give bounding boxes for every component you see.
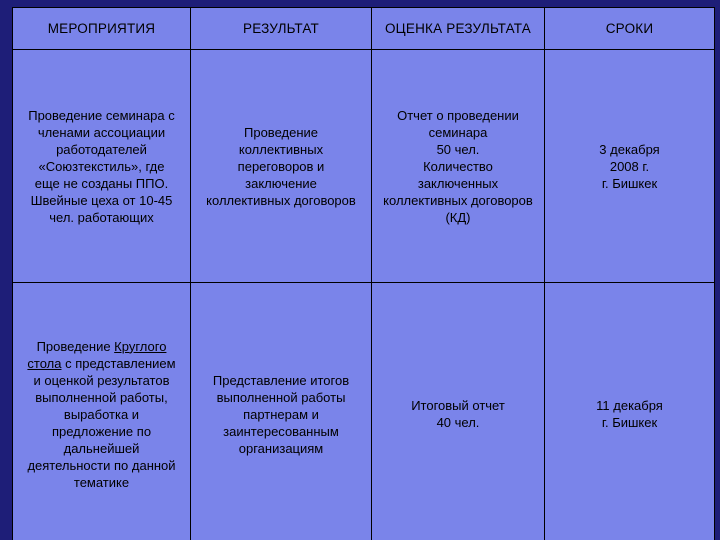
- header-events: МЕРОПРИЯТИЯ: [13, 8, 191, 50]
- date-text: 3 декабря 2008 г. г. Бишкек: [599, 141, 660, 191]
- round-table-underlined: Круглого стола: [27, 338, 167, 371]
- evaluation-text: Итоговый отчет 40 чел.: [411, 398, 505, 430]
- event-cell: [13, 283, 191, 540]
- result-cell: [191, 283, 372, 540]
- event-text-prefix: Проведение: [36, 338, 115, 354]
- result-cell: [191, 50, 372, 283]
- events-table: [12, 7, 715, 540]
- date-cell: [545, 50, 715, 283]
- table-header-row: [13, 8, 715, 50]
- evaluation-text: Отчет о проведении семинара 50 чел. Количество заключенных коллективных договоров (КД): [383, 107, 533, 225]
- table-row: [13, 283, 715, 540]
- evaluation-cell: [372, 50, 545, 283]
- event-text: [19, 338, 184, 491]
- evaluation-cell: [372, 283, 545, 540]
- result-text: Представление итогов выполненной работы партнерам и заинтересованным организациям: [212, 372, 350, 456]
- header-result: РЕЗУЛЬТАТ: [191, 8, 372, 50]
- table-row: [13, 50, 715, 283]
- event-text-suffix: с представлением и оценкой результатов выполненной работы, выработка и предложение по дальнейшей деятельности по данной тематике: [27, 355, 176, 490]
- event-cell: [13, 50, 191, 283]
- date-text: 11 декабря г. Бишкек: [596, 398, 663, 430]
- header-evaluation: ОЦЕНКА РЕЗУЛЬТАТА: [372, 8, 545, 50]
- header-dates: СРОКИ: [545, 8, 715, 50]
- event-text: Проведение семинара с членами ассоциации работодателей «Союзтекстиль», где еще не созданы ППО. Швейные цеха от 10-45 чел. работающих: [28, 107, 175, 225]
- result-text: Проведение коллективных переговоров и заключение коллективных договоров: [206, 124, 356, 208]
- date-cell: [545, 283, 715, 540]
